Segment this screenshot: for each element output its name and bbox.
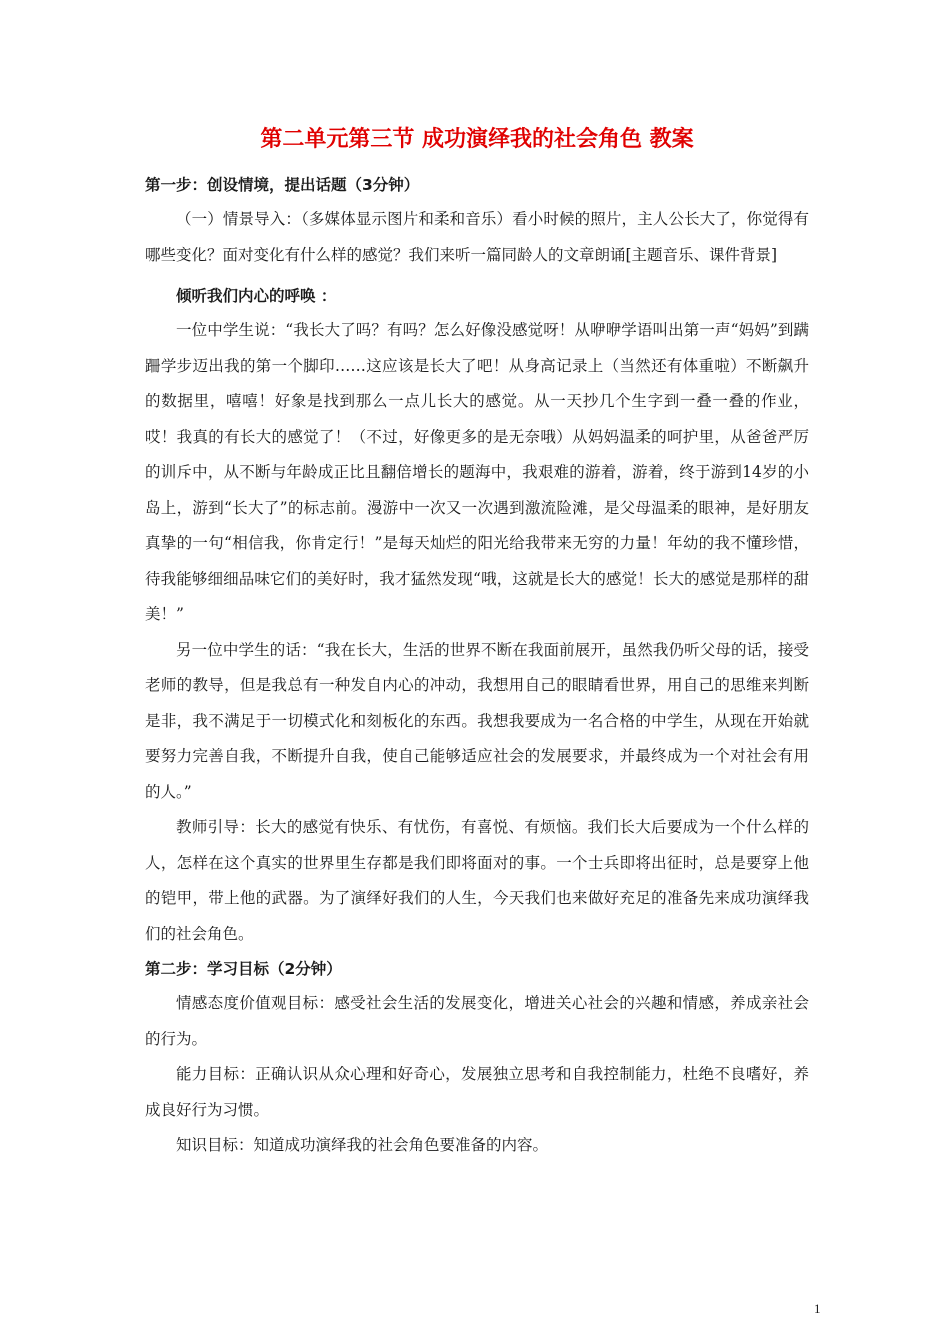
document-body xyxy=(145,118,809,1164)
goal-knowledge-paragraph: 知识目标：知道成功演绎我的社会角色要准备的内容。 xyxy=(176,1136,549,1154)
student2-paragraph: 另一位中学生的话：“我在长大，生活的世界不断在我面前展开，虽然我仍听父母的话，接受老师的教导，但是我总有一种发自内心的冲动，我想用自己的眼睛看世界，用自己的思维来判断是非，我不满足于一切模式化和刻板化的东西。我想我要成为一名合格的中学生，从现在开始就要努力完善自我，不断提升自我，使自己能够适应社会的发展要求，并最终成为一个对社会有用的人。” xyxy=(145,640,809,801)
goal-ability-paragraph: 能力目标：正确认识从众心理和好奇心，发展独立思考和自我控制能力，杜绝不良嗜好，养成良好行为习惯。 xyxy=(145,1065,809,1119)
step2-heading: 第二步：学习目标（2分钟） xyxy=(145,960,342,978)
step1-heading: 第一步：创设情境，提出话题（3分钟） xyxy=(145,176,420,194)
listen-heading: 倾听我们内心的呼唤 ： xyxy=(176,287,337,305)
document-title: 第二单元第三节 成功演绎我的社会角色 教案 xyxy=(260,127,694,152)
step1-intro-paragraph: （一）情景导入：（多媒体显示图片和柔和音乐）看小时候的照片，主人公长大了，你觉得有哪些变化？面对变化有什么样的感觉？我们来听一篇同龄人的文章朗诵[主题音乐、课件背景] xyxy=(145,210,809,264)
page-number: 1 xyxy=(814,1301,821,1316)
student1-paragraph: 一位中学生说：“我长大了吗？有吗？怎么好像没感觉呀！从咿咿学语叫出第一声“妈妈”到蹒跚学步迈出我的第一个脚印……这应该是长大了吧！从身高记录上（当然还有体重啦）不断飙升的数据里，嘻嘻！好象是找到那么一点儿长大的感觉。从一天抄几个生字到一叠一叠的作业，哎！我真的有长大的感觉了！（不过，好像更多的是无奈哦）从妈妈温柔的呵护里，从爸爸严厉的训斥中，从不断与年龄成正比且翻倍增长的题海中，我艰难的游着，游着，终于游到14岁的小岛上，游到“长大了”的标志前。漫游中一次又一次遇到激流险滩，是父母温柔的眼神，是好朋友真挚的一句“相信我，你肯定行！”是每天灿烂的阳光给我带来无穷的力量！年幼的我不懂珍惜，待我能够细细品味它们的美好时，我才猛然发现“哦，这就是长大的感觉！长大的感觉是那样的甜美！” xyxy=(145,321,809,623)
goal-emotion-paragraph: 情感态度价值观目标：感受社会生活的发展变化，增进关心社会的兴趣和情感，养成亲社会的行为。 xyxy=(145,994,809,1048)
teacher-paragraph: 教师引导：长大的感觉有快乐、有忧伤，有喜悦、有烦恼。我们长大后要成为一个什么样的人，怎样在这个真实的世界里生存都是我们即将面对的事。一个士兵即将出征时，总是要穿上他的铠甲，带上他的武器。为了演绎好我们的人生，今天我们也来做好充足的准备先来成功演绎我们的社会角色。 xyxy=(145,818,809,943)
